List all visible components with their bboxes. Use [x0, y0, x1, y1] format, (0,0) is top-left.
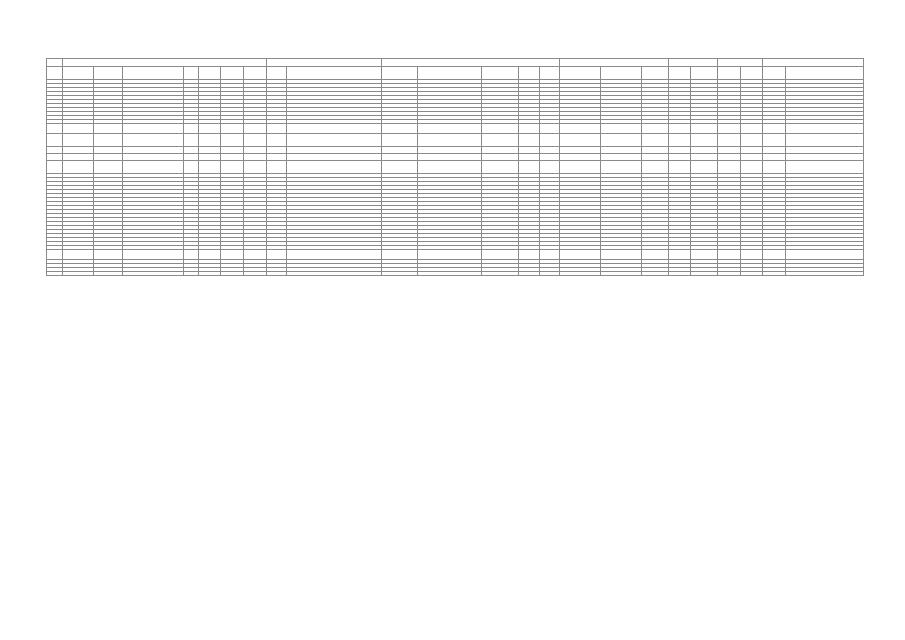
table-cell [691, 272, 718, 276]
table-cell [785, 161, 863, 174]
table-cell [482, 154, 519, 161]
column-header [418, 67, 482, 80]
table-cell [763, 161, 786, 174]
table-cell [244, 161, 267, 174]
table-row [47, 124, 864, 134]
table-cell [668, 134, 691, 147]
table-cell [381, 161, 418, 174]
table-cell [266, 124, 287, 134]
column-header [221, 67, 244, 80]
table-cell [539, 134, 560, 147]
table-cell [668, 124, 691, 134]
table-cell [244, 134, 267, 147]
table-cell [287, 147, 381, 154]
table-cell [539, 124, 560, 134]
table-cell [244, 124, 267, 134]
table-cell [122, 154, 184, 161]
table-cell [718, 124, 741, 134]
table-cell [740, 250, 763, 260]
column-header [381, 67, 418, 80]
table-cell [381, 250, 418, 260]
table-cell [266, 147, 287, 154]
column-header [718, 67, 741, 80]
table-cell [221, 250, 244, 260]
table-cell [266, 272, 287, 276]
table-cell [601, 154, 642, 161]
table-cell [601, 124, 642, 134]
table-cell [47, 161, 63, 174]
table-cell [718, 154, 741, 161]
table-cell [668, 272, 691, 276]
table-cell [418, 272, 482, 276]
table-cell [539, 154, 560, 161]
table-cell [519, 124, 540, 134]
table-cell [691, 147, 718, 154]
column-header [198, 67, 221, 80]
column-group-header [47, 59, 63, 67]
registry-sheet [46, 58, 864, 276]
column-group-header [763, 59, 864, 67]
table-cell [560, 154, 601, 161]
table-cell [519, 250, 540, 260]
table-cell [642, 134, 669, 147]
table-cell [221, 161, 244, 174]
table-cell [63, 161, 94, 174]
table-cell [560, 161, 601, 174]
column-group-header [668, 59, 717, 67]
table-cell [47, 272, 63, 276]
registry-rows [47, 80, 864, 276]
table-cell [740, 272, 763, 276]
column-header [560, 67, 601, 80]
registry-table [46, 58, 864, 276]
table-cell [244, 250, 267, 260]
table-cell [785, 250, 863, 260]
table-cell [785, 147, 863, 154]
table-cell [122, 134, 184, 147]
table-cell [642, 250, 669, 260]
table-cell [122, 147, 184, 154]
table-cell [519, 161, 540, 174]
table-cell [244, 147, 267, 154]
table-cell [740, 161, 763, 174]
table-cell [47, 134, 63, 147]
table-cell [642, 147, 669, 154]
table-cell [122, 124, 184, 134]
table-cell [47, 250, 63, 260]
table-cell [668, 147, 691, 154]
table-cell [63, 124, 94, 134]
column-group-header [381, 59, 560, 67]
column-group-header [266, 59, 381, 67]
table-cell [740, 154, 763, 161]
table-cell [244, 272, 267, 276]
table-cell [418, 134, 482, 147]
table-cell [94, 161, 123, 174]
table-cell [184, 250, 198, 260]
table-cell [184, 124, 198, 134]
column-header [740, 67, 763, 80]
table-cell [63, 250, 94, 260]
table-cell [47, 147, 63, 154]
table-cell [418, 250, 482, 260]
table-cell [718, 272, 741, 276]
table-row [47, 147, 864, 154]
column-header [287, 67, 381, 80]
table-cell [519, 154, 540, 161]
table-cell [691, 154, 718, 161]
table-cell [718, 250, 741, 260]
column-header-row [47, 67, 864, 80]
table-cell [763, 134, 786, 147]
table-cell [560, 250, 601, 260]
table-cell [266, 161, 287, 174]
table-cell [482, 147, 519, 154]
table-cell [198, 124, 221, 134]
table-cell [47, 124, 63, 134]
table-cell [482, 124, 519, 134]
column-header [266, 67, 287, 80]
table-cell [198, 250, 221, 260]
table-cell [381, 272, 418, 276]
table-cell [785, 154, 863, 161]
table-row [47, 154, 864, 161]
column-header [122, 67, 184, 80]
table-cell [184, 161, 198, 174]
table-cell [763, 250, 786, 260]
column-header [519, 67, 540, 80]
table-cell [266, 134, 287, 147]
table-row [47, 161, 864, 174]
column-group-header [560, 59, 669, 67]
table-cell [718, 161, 741, 174]
table-cell [418, 154, 482, 161]
table-cell [381, 134, 418, 147]
table-cell [763, 154, 786, 161]
table-cell [184, 272, 198, 276]
table-cell [560, 124, 601, 134]
table-cell [94, 147, 123, 154]
table-cell [668, 154, 691, 161]
table-cell [94, 154, 123, 161]
column-header [785, 67, 863, 80]
table-cell [122, 272, 184, 276]
table-cell [198, 272, 221, 276]
table-cell [539, 161, 560, 174]
table-row [47, 272, 864, 276]
column-header [482, 67, 519, 80]
column-header [63, 67, 94, 80]
table-cell [519, 134, 540, 147]
table-cell [184, 147, 198, 154]
table-cell [184, 154, 198, 161]
table-cell [221, 124, 244, 134]
table-cell [763, 272, 786, 276]
table-cell [718, 147, 741, 154]
column-header [94, 67, 123, 80]
table-cell [601, 161, 642, 174]
table-cell [668, 250, 691, 260]
table-cell [740, 134, 763, 147]
column-header [539, 67, 560, 80]
table-cell [287, 134, 381, 147]
table-cell [785, 272, 863, 276]
table-cell [63, 154, 94, 161]
table-cell [691, 161, 718, 174]
table-cell [381, 124, 418, 134]
table-cell [519, 272, 540, 276]
table-cell [63, 134, 94, 147]
table-cell [266, 250, 287, 260]
table-cell [560, 272, 601, 276]
table-cell [642, 272, 669, 276]
table-row [47, 250, 864, 260]
column-header [244, 67, 267, 80]
table-cell [418, 124, 482, 134]
column-header [184, 67, 198, 80]
table-cell [539, 272, 560, 276]
table-cell [94, 134, 123, 147]
table-cell [266, 154, 287, 161]
table-cell [740, 147, 763, 154]
table-cell [539, 147, 560, 154]
table-cell [482, 272, 519, 276]
table-cell [198, 134, 221, 147]
table-cell [287, 161, 381, 174]
table-cell [418, 147, 482, 154]
column-header [668, 67, 691, 80]
table-cell [601, 147, 642, 154]
table-cell [482, 161, 519, 174]
table-cell [539, 250, 560, 260]
column-group-header-row [47, 59, 864, 67]
table-cell [642, 154, 669, 161]
table-cell [287, 124, 381, 134]
table-cell [601, 250, 642, 260]
table-cell [418, 161, 482, 174]
column-header [691, 67, 718, 80]
table-cell [221, 134, 244, 147]
table-cell [482, 134, 519, 147]
table-cell [221, 147, 244, 154]
table-cell [668, 161, 691, 174]
table-cell [198, 154, 221, 161]
table-cell [740, 124, 763, 134]
table-cell [122, 250, 184, 260]
table-cell [763, 124, 786, 134]
table-cell [381, 154, 418, 161]
table-cell [785, 124, 863, 134]
table-cell [642, 161, 669, 174]
table-cell [221, 154, 244, 161]
table-cell [122, 161, 184, 174]
column-group-header [718, 59, 763, 67]
table-cell [691, 134, 718, 147]
table-cell [601, 272, 642, 276]
table-cell [381, 147, 418, 154]
column-group-header [63, 59, 266, 67]
table-cell [221, 272, 244, 276]
table-cell [287, 272, 381, 276]
table-cell [560, 134, 601, 147]
table-cell [198, 161, 221, 174]
table-cell [47, 154, 63, 161]
table-cell [63, 272, 94, 276]
table-cell [63, 147, 94, 154]
table-cell [785, 134, 863, 147]
table-cell [718, 134, 741, 147]
table-cell [519, 147, 540, 154]
column-header [47, 67, 63, 80]
table-cell [601, 134, 642, 147]
table-cell [94, 124, 123, 134]
table-cell [184, 134, 198, 147]
table-row [47, 134, 864, 147]
table-cell [691, 250, 718, 260]
table-cell [287, 250, 381, 260]
table-cell [691, 124, 718, 134]
table-cell [560, 147, 601, 154]
table-cell [244, 154, 267, 161]
table-cell [198, 147, 221, 154]
column-header [601, 67, 642, 80]
table-cell [287, 154, 381, 161]
table-cell [482, 250, 519, 260]
table-cell [94, 272, 123, 276]
column-header [763, 67, 786, 80]
table-cell [642, 124, 669, 134]
table-cell [94, 250, 123, 260]
table-cell [763, 147, 786, 154]
column-header [642, 67, 669, 80]
